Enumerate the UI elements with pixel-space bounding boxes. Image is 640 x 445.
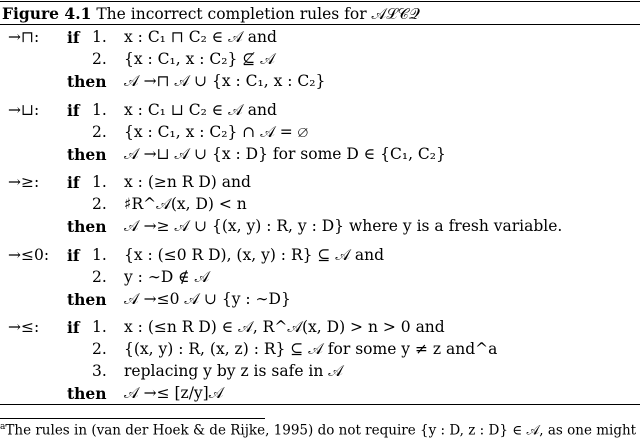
rule-text: {x : C₁, x : C₂} ⊈ 𝒜 <box>124 50 275 68</box>
rule-text: 𝒜 →≥ 𝒜 ∪ {(x, y) : R, y : D} where y is a fresh variable. <box>124 217 563 235</box>
keyword: then <box>67 145 107 164</box>
rule-text: 𝒜 →⊔ 𝒜 ∪ {x : D} for some D ∈ {C₁, C₂} <box>124 145 446 163</box>
footnote-text: The rules in (van der Hoek & de Rijke, 1995) do not require {y : D, z : D} ∈ 𝒜, as one might <box>5 422 637 439</box>
rule-text: x : C₁ ⊓ C₂ ∈ 𝒜 and <box>124 28 277 46</box>
line-number: 2. <box>92 195 107 213</box>
rule-text: x : (≤n R D) ∈ 𝒜, R^𝒜(x, D) > n > 0 and <box>124 318 445 336</box>
keyword: then <box>67 72 107 91</box>
rule-text: {x : C₁, x : C₂} ∩ 𝒜 = ∅ <box>124 123 308 141</box>
line-number: 2. <box>92 123 107 141</box>
rule-text: 𝒜 →⊓ 𝒜 ∪ {x : C₁, x : C₂} <box>124 72 326 90</box>
line-number: 2. <box>92 268 107 286</box>
figure-caption <box>2 4 420 24</box>
keyword: if <box>67 28 80 47</box>
caption-label: Figure 4.1 <box>2 4 92 23</box>
keyword: then <box>67 290 107 309</box>
rule-text: 𝒜 →≤ [z/y]𝒜 <box>124 384 224 402</box>
rule-label: →≤: <box>8 318 40 336</box>
rule-label: →⊓: <box>8 28 40 46</box>
keyword: if <box>67 101 80 120</box>
footnote-mark: a <box>0 422 6 432</box>
keyword: then <box>67 384 107 403</box>
rule-text: {x : (≤0 R D), (x, y) : R} ⊆ 𝒜 and <box>124 246 385 264</box>
line-number: 1. <box>92 246 107 264</box>
line-number: 1. <box>92 318 107 336</box>
rule-text: {(x, y) : R, (x, z) : R} ⊆ 𝒜 for some y ≠ z and^a <box>124 340 498 358</box>
line-number: 2. <box>92 340 107 358</box>
bottom-rule-line <box>0 404 640 405</box>
line-number: 1. <box>92 101 107 119</box>
rule-text: replacing y by z is safe in 𝒜 <box>124 362 343 380</box>
caption-text: The incorrect completion rules for 𝒜ℒ𝒞𝒬 <box>96 5 420 23</box>
top-rule-line <box>0 1 640 2</box>
keyword: then <box>67 217 107 236</box>
rule-label: →⊔: <box>8 101 40 119</box>
rule-label: →≥: <box>8 173 40 191</box>
keyword: if <box>67 318 80 337</box>
rule-text: x : (≥n R D) and <box>124 173 251 191</box>
rule-label: →≤0: <box>8 246 50 264</box>
rule-text: 𝒜 →≤0 𝒜 ∪ {y : ∼D} <box>124 290 291 308</box>
line-number: 1. <box>92 28 107 46</box>
line-number: 1. <box>92 173 107 191</box>
footnote <box>0 422 640 439</box>
caption-rule-line <box>0 24 640 25</box>
rule-text: ♯R^𝒜(x, D) < n <box>124 195 247 213</box>
keyword: if <box>67 173 80 192</box>
footnote-rule <box>0 418 265 419</box>
rule-text: y : ∼D ∉ 𝒜 <box>124 268 210 286</box>
line-number: 3. <box>92 362 107 380</box>
line-number: 2. <box>92 50 107 68</box>
rule-text: x : C₁ ⊔ C₂ ∈ 𝒜 and <box>124 101 277 119</box>
keyword: if <box>67 246 80 265</box>
